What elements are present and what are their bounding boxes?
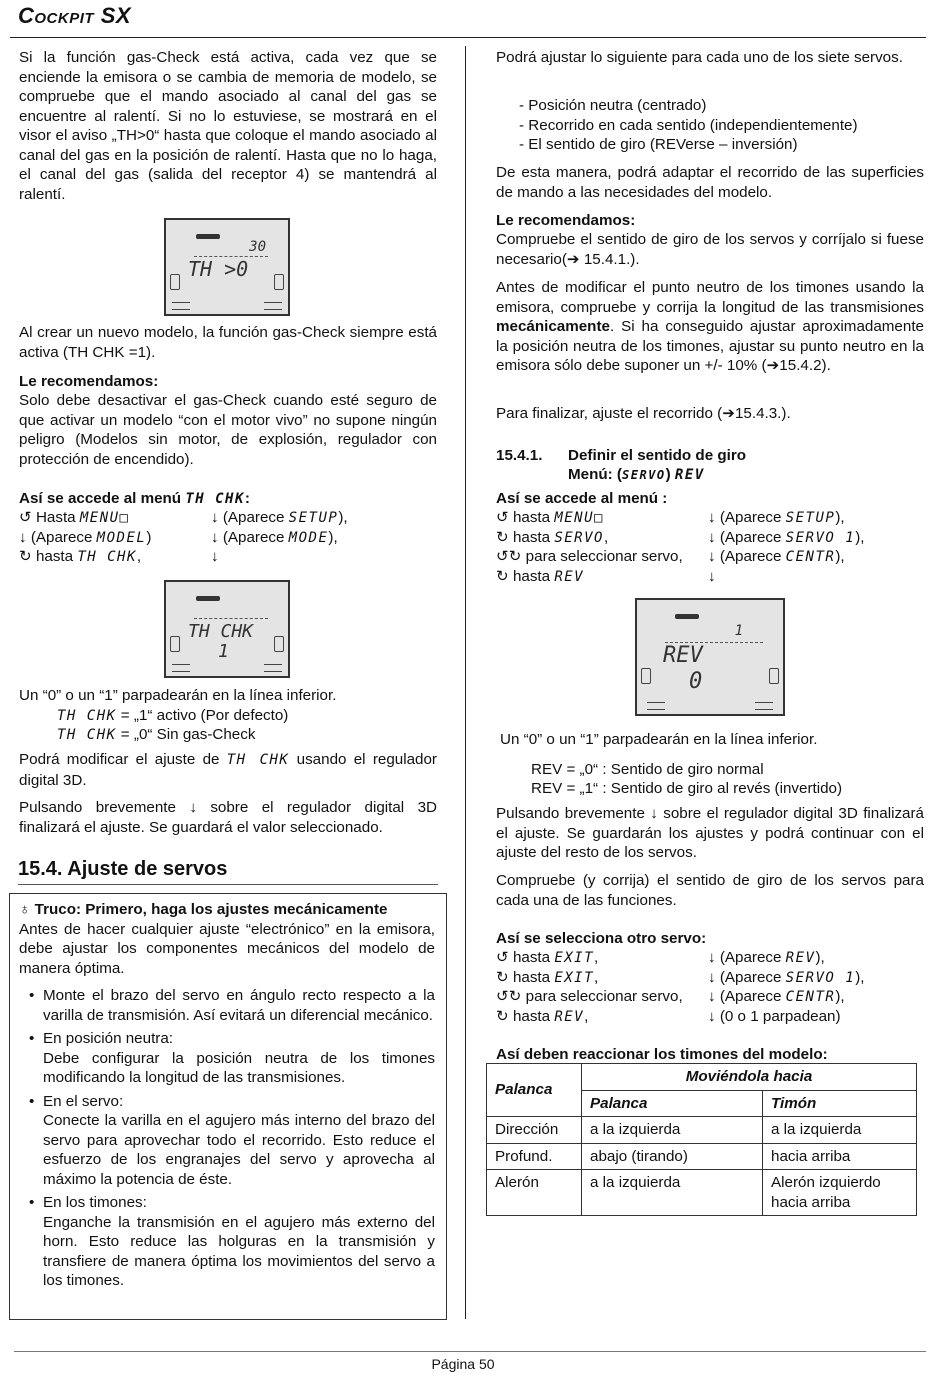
step-action-end: , xyxy=(594,968,599,986)
step-row xyxy=(496,968,924,988)
step-result-lcd: SERVO 1 xyxy=(785,529,856,546)
step-result-text: ↓ xyxy=(708,567,716,585)
step-result-text: ↓ xyxy=(211,548,219,565)
right-paragraph-1: Podrá ajustar lo siguiente para cada uno de los siete servos. xyxy=(496,49,903,66)
tip-box xyxy=(9,893,447,1320)
step-result-lcd: SETUP xyxy=(288,510,339,526)
header-rule xyxy=(10,37,926,38)
step-result xyxy=(708,508,845,529)
step-action-text: ↺↻ para seleccionar servo, xyxy=(496,988,683,1005)
step-action-lcd: REV xyxy=(554,1008,585,1025)
step-action xyxy=(19,508,130,529)
table-subheader-timon: Timón xyxy=(763,1090,917,1117)
right-paragraph-7: Pulsando brevemente ↓ sobre el regulador digital 3D finalizará el ajuste. Se guardarán los ajustes y podrá continuar con el ajuste del resto de los servos. xyxy=(496,805,924,861)
step-action xyxy=(19,528,151,549)
step-action-end: , xyxy=(594,949,599,966)
lcd1-number: 30 xyxy=(249,239,266,255)
lcd1-text: TH >0 xyxy=(188,257,249,281)
step-result-end: ), xyxy=(835,548,845,565)
step-action-lcd: EXIT xyxy=(554,950,595,966)
subsection-heading: 15.4.1. Definir el sentido de giro xyxy=(496,447,747,464)
step-result-end: ), xyxy=(815,949,825,966)
left-paragraph-1: Si la función gas-Check está activa, cada vez que se enciende la emisora o se cambia de memoria de modelo, se compruebe que el mando asociado al canal del gas se encuentre al ralentí. Si no lo estuviese, se mostrará en el visor el aviso „TH>0“ hasta que coloque el mando asociado al canal del gas en la posición de ralentí. Hasta que no lo haga, el canal del gas (salida del receptor 4) se mantendrá al ralentí. xyxy=(19,49,437,203)
control-table xyxy=(486,1063,917,1216)
step-action xyxy=(496,547,683,567)
step-result-text: ↓ (Aparece xyxy=(211,509,289,526)
right-paragraph-8: Compruebe (y corrija) el sentido de giro de los servos para cada una de las funciones. xyxy=(496,872,924,909)
table-row xyxy=(487,1143,917,1170)
step-row xyxy=(496,528,924,548)
step-action-end: , xyxy=(584,1007,589,1025)
right-paragraph-2: De esta manera, podrá adaptar el recorrido de las superficies de mando a las necesidades del modelo. xyxy=(496,164,924,201)
step-action xyxy=(496,508,604,529)
document-header xyxy=(18,3,132,28)
left-paragraph-3: Solo debe desactivar el gas-Check cuando esté seguro de que activar un modelo “con el motor vivo” no supone ningún peligro (Modelos sin motor, de explosión, regulador con protección de encendido). xyxy=(19,392,437,468)
section-rule xyxy=(18,884,438,885)
step-action-text: ↺ Hasta xyxy=(19,509,80,526)
step-result-end: ), xyxy=(328,528,338,546)
lcd3-text1: REV xyxy=(663,643,703,668)
step-result xyxy=(708,948,825,969)
step-result-end: ), xyxy=(835,509,845,526)
tip-list-item: • En el servo: Conecte la varilla en el agujero más interno del brazo del servo para aprovechar todo el recorrido. Esto reduce el esfuerzo de los engranajes del servo y aprovecha al máximo la potencia de éste. xyxy=(19,1092,435,1190)
subsection-menu: Menú: (SERVO) REV xyxy=(568,466,705,483)
step-action xyxy=(496,528,608,549)
step-action-end: ) xyxy=(146,528,152,546)
table-header-palanca: Palanca xyxy=(487,1064,582,1117)
step-action-text: ↺↻ para seleccionar servo, xyxy=(496,548,683,565)
step-row xyxy=(19,508,437,528)
step-result-lcd: MODE xyxy=(288,529,329,546)
step-action-lcd: REV xyxy=(554,568,585,585)
step-action-end: , xyxy=(603,528,609,546)
step-result-lcd: SETUP xyxy=(785,510,836,526)
right-paragraph-4: Antes de modificar el punto neutro de los timones usando la emisora, compruebe y corrija la longitud de las transmisiones mecánicamente. Si ha conseguido ajustar aproximadamente la posición neutra de los timones, ajustar su punto neutro en la emisora sólo debe suponer un +/- 10% (➔15.4.2). xyxy=(496,279,924,374)
step-row xyxy=(496,547,924,567)
header-title-a: Cockpit xyxy=(18,3,95,28)
step-result-lcd: SERVO 1 xyxy=(785,969,856,986)
right-recommend-title: Le recomendamos: xyxy=(496,212,636,229)
right-list-item: - Posición neutra (centrado) xyxy=(519,97,707,114)
table-cell: abajo (tirando) xyxy=(582,1143,763,1170)
left-access-steps xyxy=(19,508,437,567)
step-result xyxy=(211,508,348,529)
table-row xyxy=(487,1170,917,1216)
right-item-list xyxy=(519,96,858,155)
right-access-title: Así se accede al menú : xyxy=(496,490,668,507)
step-result xyxy=(708,987,845,1008)
step-result xyxy=(708,528,864,549)
step-result-text: ↓ (Aparece xyxy=(708,548,786,565)
step-action xyxy=(496,987,683,1007)
table-header-moviendo: Moviéndola hacia xyxy=(582,1064,917,1091)
table-cell: Alerón xyxy=(487,1170,582,1216)
step-row xyxy=(496,948,924,968)
column-divider xyxy=(465,46,466,1319)
left-paragraph-2: Al crear un nuevo modelo, la función gas-Check siempre está activa (TH CHK =1). xyxy=(19,324,437,361)
table-cell: hacia arriba xyxy=(763,1143,917,1170)
table-cell: a la izquierda xyxy=(582,1170,763,1216)
rev-inverted: REV = „1“ : Sentido de giro al revés (invertido) xyxy=(531,780,843,797)
tip-paragraph: Antes de hacer cualquier ajuste “electrónico” en la emisora, debe ajustar los componentes mecánicos del modelo de manera óptima. xyxy=(19,920,435,977)
step-action xyxy=(496,948,598,969)
step-action-text: ↻ hasta xyxy=(496,567,555,585)
table-subheader-palanca: Palanca xyxy=(582,1090,763,1117)
step-result-end: ), xyxy=(835,988,845,1005)
left-paragraph-6: Pulsando brevemente ↓ sobre el regulador digital 3D finalizará el ajuste. Se guardará el valor seleccionado. xyxy=(19,799,437,836)
table-cell: a la izquierda xyxy=(763,1117,917,1144)
lightbulb-icon: ♁ xyxy=(19,901,31,918)
step-result xyxy=(708,567,716,587)
lcd-display-3 xyxy=(635,598,785,716)
table-cell: a la izquierda xyxy=(582,1117,763,1144)
option-active: TH CHK = „1“ activo (Por defecto) xyxy=(57,707,289,724)
step-result-end: ), xyxy=(855,528,865,546)
step-result xyxy=(708,968,864,989)
step-result xyxy=(211,547,219,567)
step-action xyxy=(496,1007,588,1028)
option-inactive: TH CHK = „0“ Sin gas-Check xyxy=(57,726,256,743)
tip-list-item: • En posición neutra: Debe configurar la posición neutra de los timones modificando la longitud de las transmisiones. xyxy=(19,1029,435,1088)
other-servo-title: Así se selecciona otro servo: xyxy=(496,930,707,947)
left-recommend-title: Le recomendamos: xyxy=(19,373,159,390)
footer-rule xyxy=(14,1351,926,1352)
other-servo-steps xyxy=(496,948,924,1026)
step-row xyxy=(19,528,437,548)
table-cell: Profund. xyxy=(487,1143,582,1170)
step-action-text: ↻ hasta xyxy=(496,968,555,986)
step-row xyxy=(19,547,437,567)
step-row xyxy=(496,1007,924,1027)
page-number: Página 50 xyxy=(431,1356,495,1372)
tip-title: ♁ Truco: Primero, haga los ajustes mecánicamente xyxy=(19,901,388,918)
step-action-text: ↓ (Aparece xyxy=(19,528,97,546)
table-cell: Dirección xyxy=(487,1117,582,1144)
step-action-lcd: SERVO xyxy=(554,529,604,546)
table-row xyxy=(487,1117,917,1144)
step-result-text: ↓ (Aparece xyxy=(708,949,786,966)
step-result-end: ), xyxy=(855,968,865,986)
step-result-text: ↓ (Aparece xyxy=(708,988,786,1005)
step-action-text: ↺ hasta xyxy=(496,509,555,526)
rev-normal: REV = „0“ : Sentido de giro normal xyxy=(531,761,764,778)
step-result xyxy=(211,528,338,549)
step-action xyxy=(496,567,584,588)
left-paragraph-5: Podrá modificar el ajuste de TH CHK usando el regulador digital 3D. xyxy=(19,751,437,789)
step-action-lcd: EXIT xyxy=(554,969,595,986)
step-action-lcd: TH CHK xyxy=(77,549,137,565)
header-title-b: SX xyxy=(100,3,132,28)
right-access-steps xyxy=(496,508,924,586)
step-action-lcd: MODEL xyxy=(96,529,147,546)
step-action xyxy=(496,968,598,989)
step-action xyxy=(19,547,141,568)
tip-list-item: • En los timones: Enganche la transmisión en el agujero más externo del horn. Esto reduce las holguras en la transmisión y transfiere de manera óptima los movimientos del servo a los timones. xyxy=(19,1193,435,1291)
step-action-text: ↺ hasta xyxy=(496,949,555,966)
lcd2-text2: 1 xyxy=(218,641,229,662)
step-result xyxy=(708,1007,841,1027)
step-action-text: ↻ hasta xyxy=(496,1007,555,1025)
step-result-text: ↓ (Aparece xyxy=(708,968,786,986)
table-cell: Alerón izquierdo hacia arriba xyxy=(763,1170,917,1216)
right-list-item: - Recorrido en cada sentido (independientemente) xyxy=(519,116,858,134)
right-paragraph-6: Un “0” o un “1” parpadearán en la línea inferior. xyxy=(500,731,818,748)
step-row xyxy=(496,987,924,1007)
lcd-display-1 xyxy=(164,218,290,316)
step-result-end: ), xyxy=(338,509,348,526)
step-result xyxy=(708,547,845,568)
right-paragraph-5: Para finalizar, ajuste el recorrido (➔15.4.3.). xyxy=(496,405,791,422)
step-result-lcd: CENTR xyxy=(785,989,836,1005)
left-paragraph-4: Un “0” o un “1” parpadearán en la línea inferior. xyxy=(19,687,337,704)
left-access-title: Así se accede al menú TH CHK: xyxy=(19,490,250,507)
right-paragraph-3: Compruebe el sentido de giro de los servos y corríjalo si fuese necesario(➔ 15.4.1.). xyxy=(496,231,924,268)
step-result-lcd: CENTR xyxy=(785,549,836,565)
table-title: Así deben reaccionar los timones del modelo: xyxy=(496,1046,828,1063)
tip-list xyxy=(19,986,435,1291)
step-action-text: ↻ hasta xyxy=(19,548,78,565)
step-action-lcd: MENU□ xyxy=(79,510,130,526)
step-row xyxy=(496,567,924,587)
step-result-text: ↓ (Aparece xyxy=(708,528,786,546)
step-result-text: ↓ (Aparece xyxy=(708,509,786,526)
step-result-text: ↓ (0 o 1 parpadean) xyxy=(708,1007,841,1025)
lcd3-text2: 0 xyxy=(689,669,703,694)
step-action-end: , xyxy=(136,548,142,565)
step-action-text: ↻ hasta xyxy=(496,528,555,546)
step-action-lcd: MENU□ xyxy=(554,510,604,526)
lcd2-text1: TH CHK xyxy=(188,621,254,642)
right-list-item: - El sentido de giro (REVerse – inversión) xyxy=(519,136,798,153)
section-heading: 15.4. Ajuste de servos xyxy=(18,858,228,880)
lcd3-number: 1 xyxy=(734,623,743,639)
tip-list-item: • Monte el brazo del servo en ángulo recto respecto a la varilla de transmisión. Así evitará un diferencial mecánico. xyxy=(19,986,435,1025)
step-result-lcd: REV xyxy=(785,950,816,966)
lcd-display-2 xyxy=(164,580,290,678)
step-row xyxy=(496,508,924,528)
step-result-text: ↓ (Aparece xyxy=(211,528,289,546)
